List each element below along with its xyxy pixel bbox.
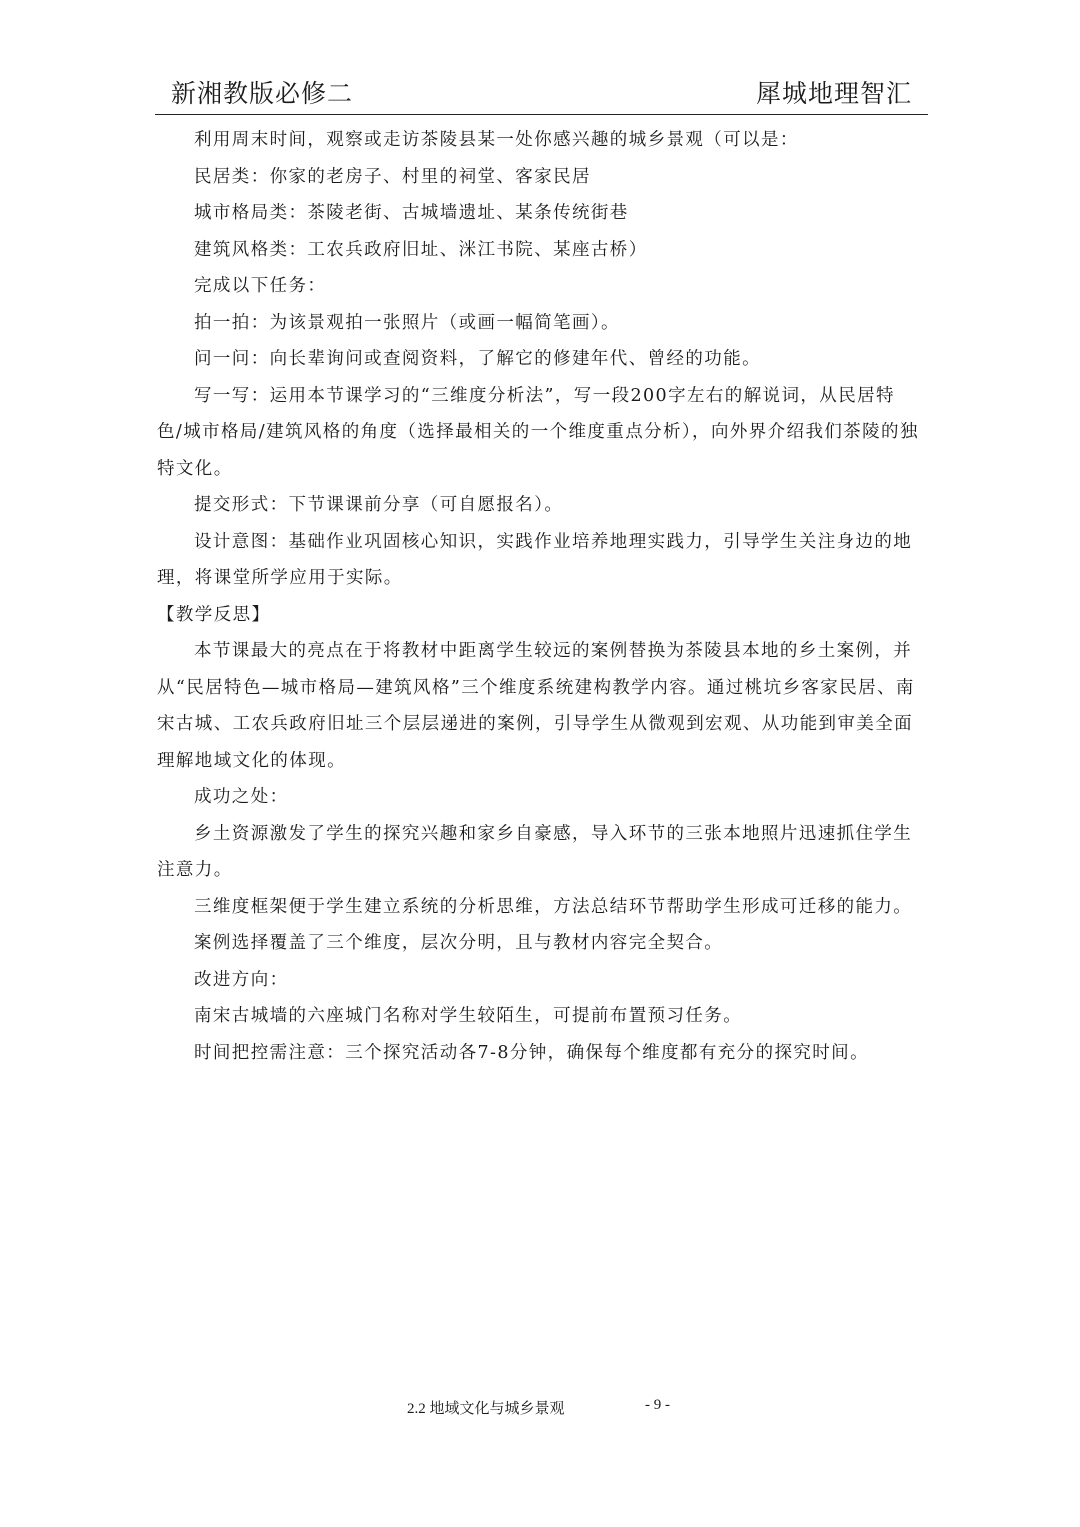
body-paragraph: 改进方向： bbox=[194, 969, 289, 990]
body-paragraph: 利用周末时间，观察或走访茶陵县某一处你感兴趣的城乡景观（可以是： bbox=[194, 130, 799, 150]
body-paragraph: 民居类：你家的老房子、村里的祠堂、客家民居 bbox=[194, 166, 591, 187]
body-paragraph: 成功之处： bbox=[194, 787, 289, 807]
body-paragraph: 城市格局类：茶陵老街、古城墙遗址、某条传统街巷 bbox=[194, 203, 629, 223]
body-paragraph: 案例选择覆盖了三个维度，层次分明，且与教材内容完全契合。 bbox=[194, 933, 724, 953]
document-body bbox=[157, 122, 919, 1071]
page-header bbox=[155, 74, 928, 115]
body-paragraph: 写一写：运用本节课学习的“三维度分析法”，写一段200字左右的解说词，从民居特色/城市格局/建筑风格的角度（选择最相关的一个维度重点分析），向外界介绍我们茶陵的独特文化。 bbox=[157, 385, 919, 479]
body-paragraph: 乡土资源激发了学生的探究兴趣和家乡自豪感，导入环节的三张本地照片迅速抓住学生注意力。 bbox=[157, 823, 913, 880]
body-paragraph: 时间把控需注意：三个探究活动各7-8分钟，确保每个维度都有充分的探究时间。 bbox=[194, 1042, 869, 1063]
body-paragraph: 问一问：向长辈询问或查阅资料，了解它的修建年代、曾经的功能。 bbox=[194, 349, 761, 369]
header-book-title: 新湘教版必修二 bbox=[171, 79, 354, 108]
body-paragraph: 本节课最大的亮点在于将教材中距离学生较远的案例替换为茶陵县本地的乡土案例，并从“民居特色—城市格局—建筑风格”三个维度系统建构教学内容。通过桃坑乡客家民居、南宋古城、工农兵政府旧址三个层层递进的案例，引导学生从微观到宏观、从功能到审美全面理解地域文化的体现。 bbox=[157, 641, 915, 771]
section-heading: 【教学反思】 bbox=[157, 604, 271, 625]
body-paragraph: 三维度框架便于学生建立系统的分析思维，方法总结环节帮助学生形成可迁移的能力。 bbox=[194, 896, 913, 917]
header-brand: 犀城地理智汇 bbox=[755, 79, 912, 108]
body-paragraph: 建筑风格类：工农兵政府旧址、洣江书院、某座古桥） bbox=[194, 239, 648, 260]
footer-section-title: 2.2 地域文化与城乡景观 bbox=[407, 1401, 565, 1417]
page-number: - 9 - bbox=[645, 1397, 670, 1413]
body-paragraph: 提交形式：下节课课前分享（可自愿报名）。 bbox=[194, 495, 564, 515]
body-paragraph: 南宋古城墙的六座城门名称对学生较陌生，可提前布置预习任务。 bbox=[194, 1006, 743, 1026]
body-paragraph: 设计意图：基础作业巩固核心知识，实践作业培养地理实践力，引导学生关注身边的地理，将课堂所学应用于实际。 bbox=[157, 531, 913, 588]
body-paragraph: 拍一拍：为该景观拍一张照片（或画一幅简笔画）。 bbox=[194, 312, 620, 333]
body-paragraph: 完成以下任务： bbox=[194, 276, 327, 296]
